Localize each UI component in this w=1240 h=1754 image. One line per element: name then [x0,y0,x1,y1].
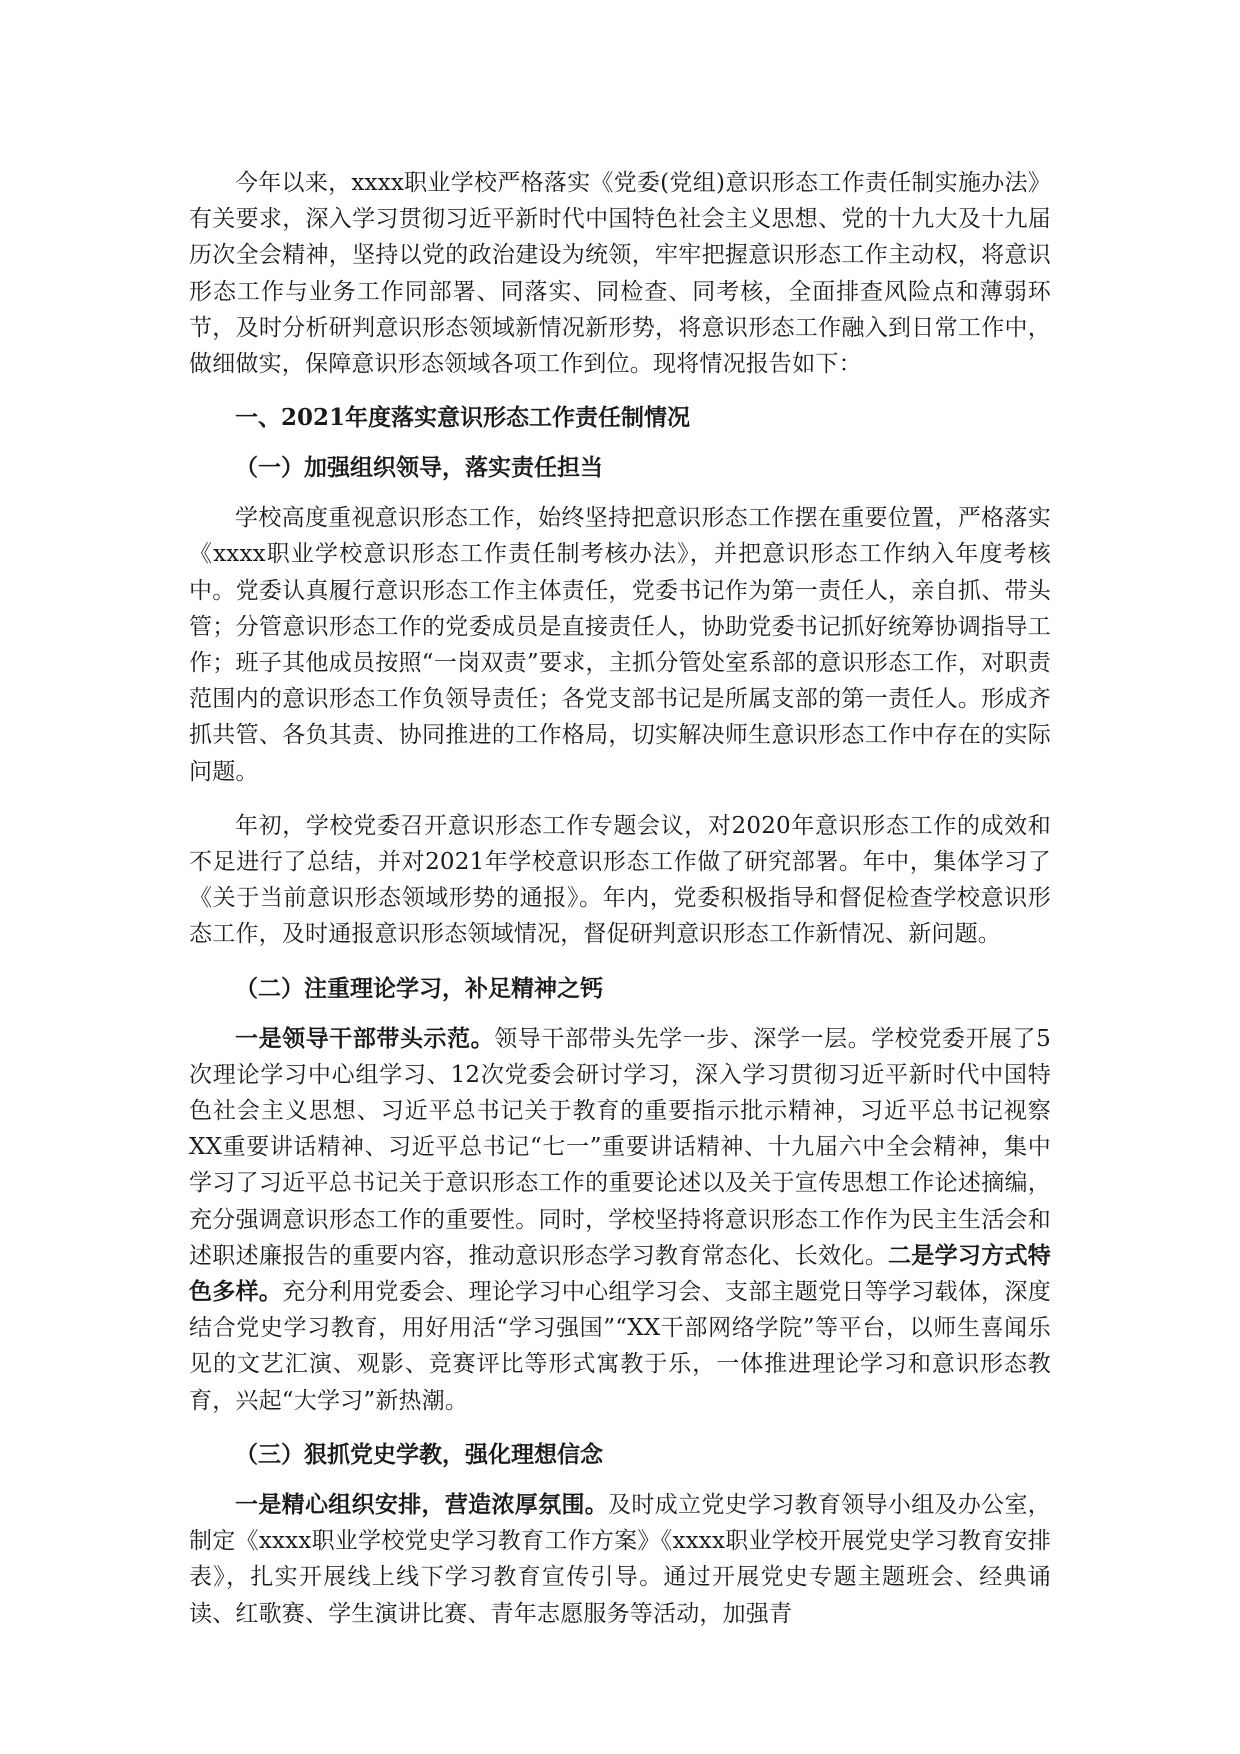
subsection-2-text-2: 充分利用党委会、理论学习中心组学习会、支部主题党日等学习载体，深度结合党史学习教育，用好用活“学习强国”“XX干部网络学院”等平台，以师生喜闻乐见的文艺汇演、观影、竞赛评比等形式寓教于乐，一体推进理论学习和意识形态教育，兴起“大学习”新热潮。 [189,1279,1051,1414]
subsection-2-heading: （二）注重理论学习，补足精神之钙 [235,974,603,1002]
document-page [189,165,1051,1632]
subsection-2-paragraph [189,1021,1051,1419]
subsection-2-lead-1: 一是领导干部带头示范。 [235,1024,495,1052]
subsection-1-paragraph-2: 年初，学校党委召开意识形态工作专题会议，对2020年意识形态工作的成效和不足进行了总结，并对2021年学校意识形态工作做了研究部署。年中，集体学习了《关于当前意识形态领域形势的通报》。年内，党委积极指导和督促检查学校意识形态工作，及时通报意识形态领域情况，督促研判意识形态工作新情况、新问题。 [189,812,1051,948]
subsection-1-paragraph-1: 学校高度重视意识形态工作，始终坚持把意识形态工作摆在重要位置，严格落实《xxxx职业学校意识形态工作责任制考核办法》，并把意识形态工作纳入年度考核中。党委认真履行意识形态工作主体责任，党委书记作为第一责任人，亲自抓、带头管；分管意识形态工作的党委成员是直接责任人，协助党委书记抓好统筹协调指导工作；班子其他成员按照“一岗双责”要求，主抓分管处室系部的意识形态工作，对职责范围内的意识形态工作负领导责任；各党支部书记是所属支部的第一责任人。形成齐抓共管、各负其责、协同推进的工作格局，切实解决师生意识形态工作中存在的实际问题。 [189,505,1051,785]
subsection-2-lead-2: 二是学习方式特色多样。 [189,1241,1051,1306]
subsection-3-lead-1: 一是精心组织安排，营造浓厚氛围。 [235,1490,609,1518]
subsection-3-paragraph [189,1487,1051,1632]
subsection-3-heading: （三）狠抓党史学教，强化理想信念 [235,1440,603,1468]
intro-paragraph: 今年以来，xxxx职业学校严格落实《党委(党组)意识形态工作责任制实施办法》有关要求，深入学习贯彻习近平新时代中国特色社会主义思想、党的十九大及十九届历次全会精神，坚持以党的政治建设为统领，牢牢把握意识形态工作主动权，将意识形态工作与业务工作同部署、同落实、同检查、同考核，全面排查风险点和薄弱环节，及时分析研判意识形态领域新情况新形势，将意识形态工作融入到日常工作中，做细做实，保障意识形态领域各项工作到位。现将情况报告如下： [189,170,1051,378]
section-1-heading: 一、2021年度落实意识形态工作责任制情况 [235,404,691,432]
subsection-1-heading: （一）加强组织领导，落实责任担当 [235,454,603,482]
subsection-2-text-1: 领导干部带头先学一步、深学一层。学校党委开展了5次理论学习中心组学习、12次党委会研讨学习，深入学习贯彻习近平新时代中国特色社会主义思想、习近平总书记关于教育的重要指示批示精神，习近平总书记视察XX重要讲话精神、习近平总书记“七一”重要讲话精神、十九届六中全会精神，集中学习了习近平总书记关于意识形态工作的重要论述以及关于宣传思想工作论述摘编，充分强调意识形态工作的重要性。同时，学校坚持将意识形态工作作为民主生活会和述职述廉报告的重要内容，推动意识形态学习教育常态化、长效化。 [189,1025,1051,1269]
subsection-3-text-1: 及时成立党史学习教育领导小组及办公室，制定《xxxx职业学校党史学习教育工作方案》《xxxx职业学校开展党史学习教育安排表》，扎实开展线上线下学习教育宣传引导。通过开展党史专题主题班会、经典诵读、红歌赛、学生演讲比赛、青年志愿服务等活动，加强青 [189,1491,1051,1627]
